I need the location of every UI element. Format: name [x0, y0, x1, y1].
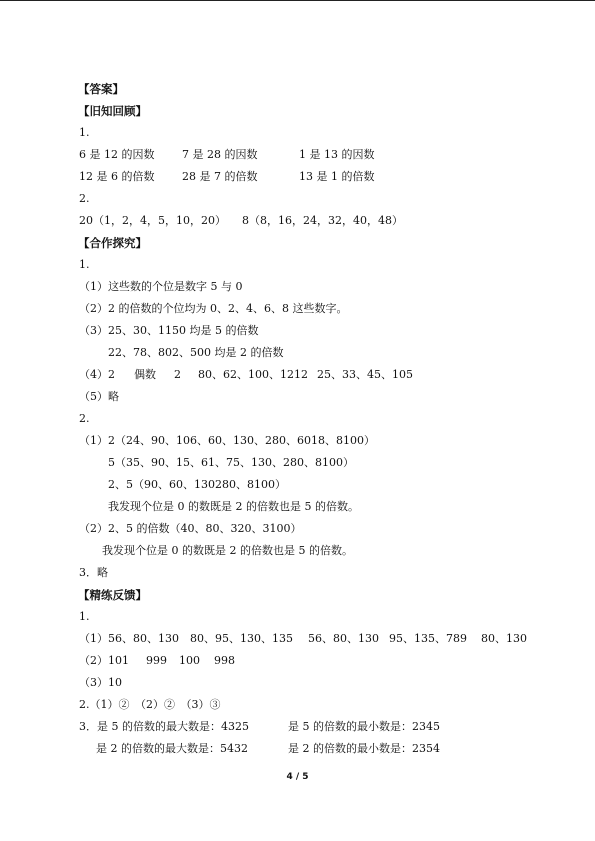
- explore-number-2: 2.: [79, 412, 90, 425]
- practice-question-2: 2.（1）② （2）② （3）③: [79, 698, 221, 711]
- practice-q3-min-2: 是 2 的倍数的最小数是：2354: [288, 742, 440, 755]
- explore-item-2: （2）2 的倍数的个位均为 0、2、4、6、8 这些数字。: [79, 302, 348, 315]
- explore-number-3: 3．略: [79, 566, 108, 579]
- heading-practice: 【精练反馈】: [78, 588, 147, 602]
- heading-answer: 【答案】: [78, 82, 124, 96]
- review-factors-20: 20（1，2，4，5，10，20）: [79, 214, 226, 227]
- practice-1-d: 95、135、789: [389, 632, 467, 645]
- explore-item-4-b: 偶数: [134, 368, 156, 381]
- explore-2-line-2: 5（35、90、15、61、75、130、280、8100）: [108, 456, 354, 469]
- heading-review: 【旧知回顾】: [78, 104, 147, 118]
- review-row1-col2: 7 是 28 的因数: [182, 148, 258, 161]
- review-row2-col1: 12 是 6 的倍数: [79, 170, 155, 183]
- practice-2-a: （2）101: [79, 654, 129, 667]
- explore-2-line-1: （1）2（24、90、106、60、130、280、6018、8100）: [79, 434, 375, 447]
- explore-2-line-5: （2）2、5 的倍数（40、80、320、3100）: [79, 522, 302, 535]
- review-multiples-8: 8（8，16，24，32，40，48）: [242, 214, 403, 227]
- explore-number-1: 1.: [79, 258, 90, 271]
- practice-1-c: 56、80、130: [308, 632, 379, 645]
- explore-item-4-a: （4）2: [79, 368, 115, 381]
- practice-q3-min-5: 是 5 的倍数的最小数是：2345: [288, 720, 440, 733]
- practice-q3-max-5: 3．是 5 的倍数的最大数是：4325: [79, 720, 249, 733]
- practice-2-b: 999: [146, 654, 167, 667]
- explore-item-3-cont: 22、78、802、500 均是 2 的倍数: [108, 346, 284, 359]
- review-row2-col2: 28 是 7 的倍数: [182, 170, 258, 183]
- practice-number-1: 1.: [79, 610, 90, 623]
- review-number-2: 2.: [79, 192, 90, 205]
- practice-3: （3）10: [79, 676, 122, 689]
- review-row1-col3: 1 是 13 的因数: [299, 148, 375, 161]
- practice-1-b: 80、95、130、135: [190, 632, 293, 645]
- review-number-1: 1.: [79, 126, 90, 139]
- practice-1-e: 80、130: [481, 632, 527, 645]
- practice-q3-max-2: 是 2 的倍数的最大数是：5432: [96, 742, 248, 755]
- review-row1-col1: 6 是 12 的因数: [79, 148, 155, 161]
- page-number: 4 / 5: [286, 772, 309, 782]
- top-rule: [0, 0, 595, 1]
- explore-item-5: （5）略: [79, 390, 119, 403]
- practice-1-a: （1）56、80、130: [79, 632, 179, 645]
- explore-item-3: （3）25、30、1150 均是 5 的倍数: [79, 324, 259, 337]
- practice-2-c: 100: [179, 654, 200, 667]
- explore-2-line-4: 我发现个位是 0 的数既是 2 的倍数也是 5 的倍数。: [108, 500, 359, 513]
- practice-2-d: 998: [214, 654, 235, 667]
- explore-item-4-d: 80、62、100、1212: [198, 368, 308, 381]
- review-row2-col3: 13 是 1 的倍数: [299, 170, 375, 183]
- explore-2-line-6: 我发现个位是 0 的数既是 2 的倍数也是 5 的倍数。: [102, 544, 353, 557]
- explore-item-1: （1）这些数的个位是数字 5 与 0: [79, 280, 243, 293]
- explore-item-4-e: 25、33、45、105: [317, 368, 413, 381]
- explore-2-line-3: 2、5（90、60、130280、8100）: [108, 478, 286, 491]
- explore-item-4-c: 2: [174, 368, 181, 381]
- heading-explore: 【合作探究】: [78, 236, 147, 250]
